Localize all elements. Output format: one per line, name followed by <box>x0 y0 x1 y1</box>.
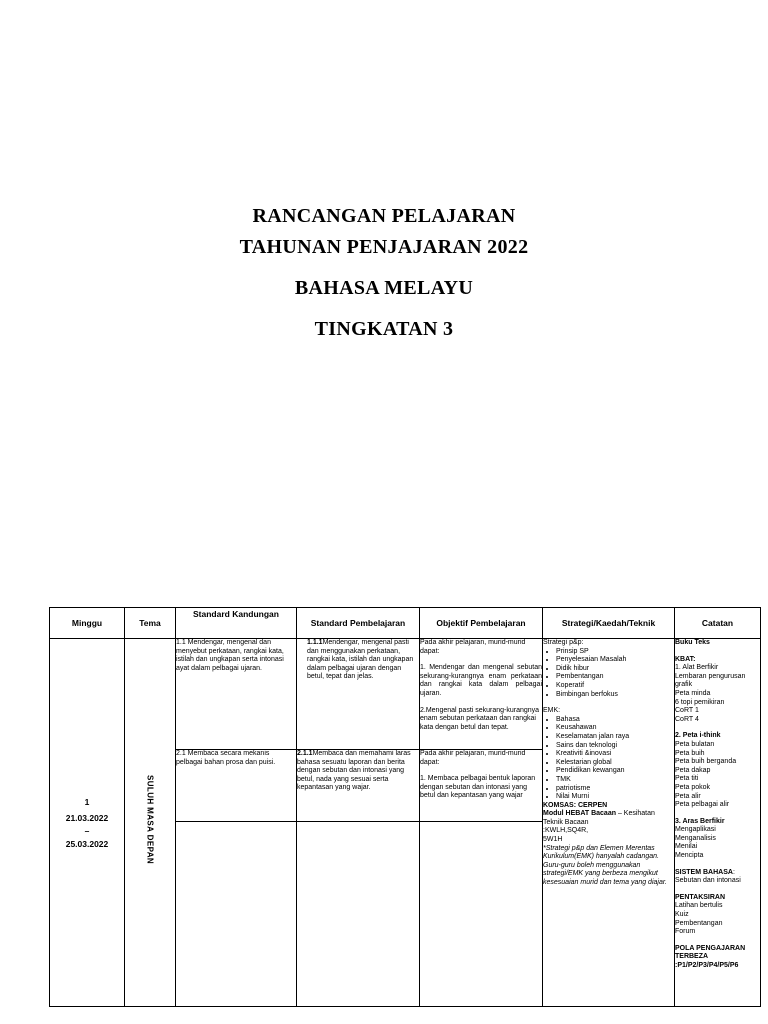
kbat-item: Lembaran pengurusan grafik <box>675 672 746 689</box>
cell-strategi <box>543 639 675 1007</box>
pentaksiran-label: PENTAKSIRAN <box>675 893 726 901</box>
title-line-4: TINGKATAN 3 <box>314 318 454 340</box>
aras-label: 3. Aras Berfikir <box>675 817 725 825</box>
op-point-3: 1. Membaca pelbagai bentuk laporan dengan sebutan dan intonasi yang betul dan kepantasan yang wajar <box>420 775 536 800</box>
sp-body-2: Membaca dan memahami laras bahasa sesuatu laporan dan berita dengan sebutan dan intonasi yang betul, nada yang sesuai serta kepantasan yang wajar. <box>297 750 411 792</box>
cell-sp-2 <box>297 750 420 822</box>
list-item: • Pendidikan kewangan <box>556 767 674 776</box>
ithink-item: Peta pelbagai alir <box>675 801 730 809</box>
week-start-date: 21.03.2022 <box>65 812 109 823</box>
cell-tema <box>125 639 176 1007</box>
header-objektif-pembelajaran: Objektif Pembelajaran <box>420 608 543 639</box>
strategi-intro: Strategi p&p: <box>543 639 584 646</box>
kbat-item: 1. Alat Berfikir <box>675 664 719 672</box>
sp-text-2 <box>297 750 419 793</box>
ithink-label: 2. Peta i-think <box>675 732 721 740</box>
sistem-bahasa <box>675 869 760 886</box>
kbat-item: Peta minda <box>675 689 711 697</box>
ithink-item: Peta pokok <box>675 783 711 791</box>
list-item: • Bimbingan berfokus <box>556 691 674 700</box>
emk-label: EMK: <box>543 707 561 715</box>
cell-sp-1 <box>297 639 420 750</box>
ithink-item: Peta titi <box>675 775 699 783</box>
list-item: • Pembentangan <box>556 673 674 682</box>
header-minggu: Minggu <box>50 608 125 639</box>
cell-sk-1 <box>176 639 297 750</box>
week-end-date: 25.03.2022 <box>65 838 109 849</box>
kbat-item: CoRT 4 <box>675 715 699 723</box>
cell-sp-3 <box>297 822 420 1007</box>
aras-item: Mengaplikasi <box>675 826 716 834</box>
list-item: • Koperatif <box>556 682 674 691</box>
strategi-pp-list <box>543 648 674 700</box>
kbat-label: KBAT: <box>675 655 696 663</box>
op-point-2: 2.Mengenal pasti sekurang-kurangnya enam sebutan perkataan dan rangkai kata dengan betul dan tepat. <box>420 706 540 731</box>
list-item: • Kreativiti &inovasi <box>556 750 674 759</box>
sp-code-1: 1.1.1 <box>307 639 323 646</box>
list-item: • Kelestarian global <box>556 759 674 768</box>
sp-code-2: 2.1.1 <box>297 750 313 757</box>
teknik-line-1: Teknik Bacaan <box>543 818 589 826</box>
modul-rest: – Kesihatan <box>616 810 655 818</box>
modul-bold: Modul HEBAT Bacaan <box>543 810 616 818</box>
kbat-item: 6 topi pemikiran <box>675 698 725 706</box>
aras-item: Menilai <box>675 843 698 851</box>
sk-text-1: 1.1 Mendengar, mengenal dan menyebut perkataan, rangkai kata, istilah dan ungkapan serta intonasi ayat dalam pelbagai ujaran. <box>176 639 284 672</box>
title-line-1: RANCANGAN PELAJARAN <box>252 205 516 227</box>
komsas-label: KOMSAS: CERPEN <box>543 801 608 809</box>
list-item: • Bahasa <box>556 716 674 725</box>
title-line-3: BAHASA MELAYU <box>294 277 474 299</box>
table-header-row <box>50 608 761 639</box>
cell-catatan <box>675 639 761 1007</box>
header-standard-kandungan: Standard Kandungan <box>176 608 297 639</box>
cell-op-1 <box>420 639 543 750</box>
title-line-2: TAHUNAN PENJAJARAN 2022 <box>239 236 529 258</box>
table-row <box>50 639 761 750</box>
pola-line-2: TERBEZA <box>675 953 709 961</box>
pentaksiran-item: Latihan bertulis <box>675 902 723 910</box>
strategi-emk-list <box>543 716 674 802</box>
sk-text-2: 2.1 Membaca secara mekanis pelbagai bahan prosa dan puisi. <box>176 750 276 766</box>
list-item: • Prinsip SP <box>556 648 674 657</box>
list-item: • Sains dan teknologi <box>556 742 674 751</box>
teknik-line-3: 5W1H <box>543 836 563 844</box>
list-item: • TMK <box>556 776 674 785</box>
sp-body-1: Mendengar, mengenal pasti dan menggunakan perkataan, rangkai kata, istilah dan ungkapan dalam pelbagai ujaran dengan betul, tepat dan jelas. <box>307 639 414 681</box>
pola-line-3: :P1/P2/P3/P4/P5/P6 <box>675 962 739 969</box>
aras-item: Menganalisis <box>675 834 716 842</box>
teknik-line-2: :KWLH,SQ4R, <box>543 827 589 835</box>
date-dash: – <box>84 825 90 836</box>
aras-item: Mencipta <box>675 852 704 860</box>
list-item: • patriotisme <box>556 785 674 794</box>
buku-teks: Buku Teks <box>675 639 710 646</box>
tema-text: SULUH MASA DEPAN <box>145 775 155 865</box>
ithink-item: Peta buih berganda <box>675 758 737 766</box>
lesson-plan-table <box>49 607 761 1007</box>
cell-minggu <box>50 639 125 1007</box>
list-item: • Didik hibur <box>556 665 674 674</box>
sp-text-1 <box>297 639 419 682</box>
cell-sk-2 <box>176 750 297 822</box>
cell-sk-3 <box>176 822 297 1007</box>
op-point-1: 1. Mendengar dan mengenal sebutan sekurang-kurangnya enam perkataan dan rangkai kata dalam pelbagai ujaran. <box>420 664 542 697</box>
kbat-item: CoRT 1 <box>675 707 699 715</box>
pentaksiran-item: Forum <box>675 928 696 936</box>
header-tema: Tema <box>125 608 176 639</box>
strategi-note: *Strategi p&p dan Elemen Merentas Kurikulum(EMK) hanyalah cadangan. Guru-guru boleh menggunakan strategi/EMK yang berbeza mengikut kesesuaian murid dan tema yang diajar. <box>543 844 667 887</box>
op-intro-2: Pada akhir pelajaran, murid-murid dapat: <box>420 750 526 766</box>
cell-op-3 <box>420 822 543 1007</box>
list-item: • Keusahawan <box>556 724 674 733</box>
list-item: • Nilai Murni <box>556 793 674 802</box>
ithink-item: Peta dakap <box>675 766 711 774</box>
pola-line-1: POLA PENGAJARAN <box>675 944 746 952</box>
sistem-rest: : Sebutan dan intonasi <box>675 868 741 885</box>
ithink-item: Peta buih <box>675 749 705 757</box>
pentaksiran-item: Pembentangan <box>675 919 723 927</box>
header-catatan: Catatan <box>675 608 761 639</box>
sistem-label: SISTEM BAHASA <box>675 868 733 876</box>
op-intro-1: Pada akhir pelajaran, murid-murid dapat: <box>420 639 526 655</box>
ithink-item: Peta alir <box>675 792 701 800</box>
header-strategi: Strategi/Kaedah/Teknik <box>543 608 675 639</box>
week-number: 1 <box>84 796 90 807</box>
header-standard-pembelajaran: Standard Pembelajaran <box>297 608 420 639</box>
list-item: • Keselamatan jalan raya <box>556 733 674 742</box>
modul-line <box>543 810 674 819</box>
document-title <box>0 205 768 341</box>
list-item: • Penyelesaian Masalah <box>556 656 674 665</box>
pentaksiran-item: Kuiz <box>675 911 689 919</box>
ithink-item: Peta bulatan <box>675 740 715 748</box>
cell-op-2 <box>420 750 543 822</box>
